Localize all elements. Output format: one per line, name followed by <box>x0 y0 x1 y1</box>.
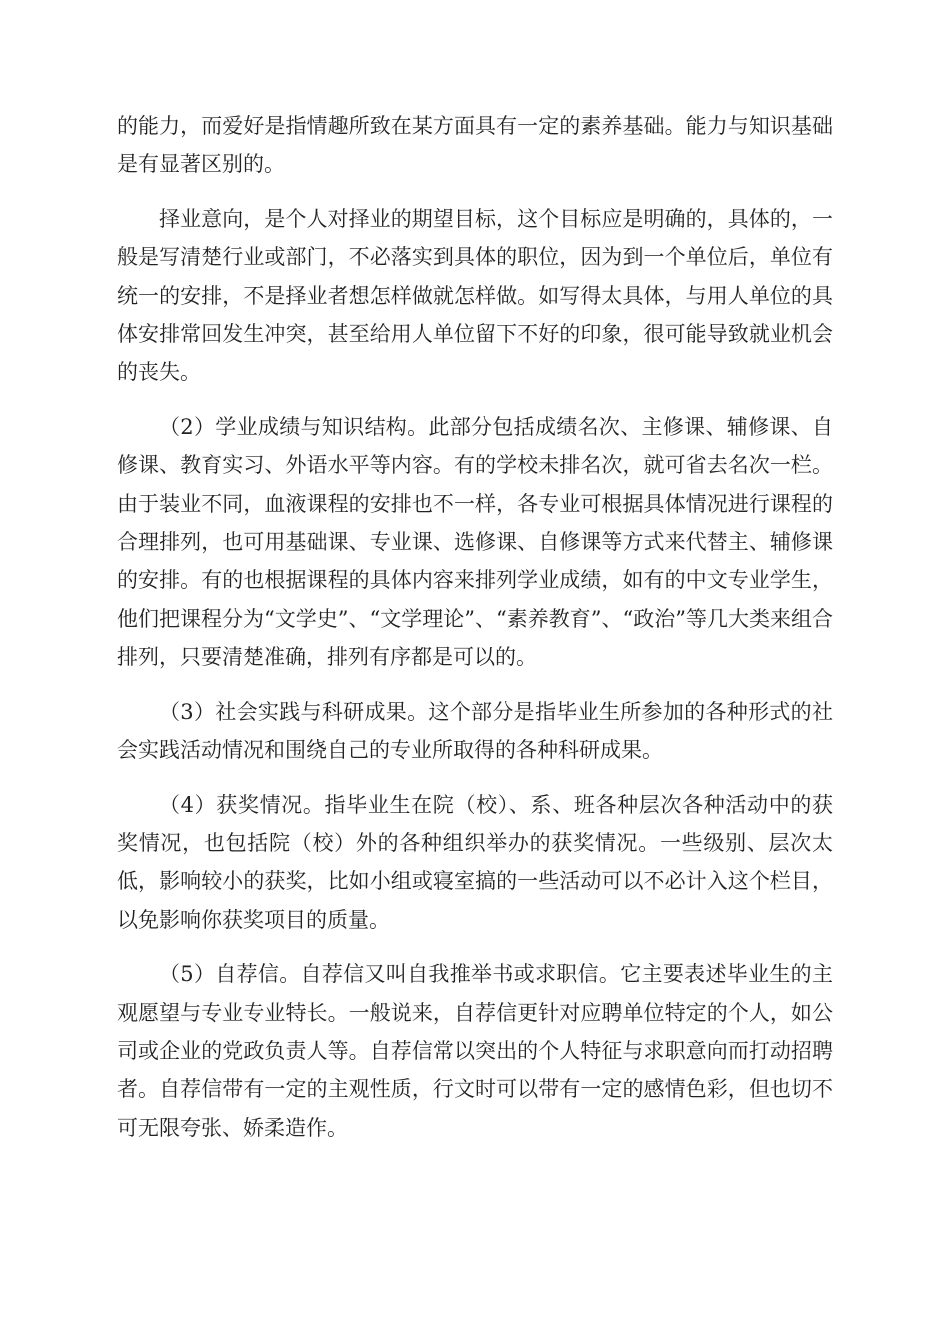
paragraph-cover-letter: （5）自荐信。自荐信又叫自我推举书或求职信。它主要表述毕业生的主观愿望与专业专业特长。一般说来，自荐信更针对应聘单位特定的个人，如公司或企业的党政负责人等。自荐信常以突出的个人特征与求职意向而打动招聘者。自荐信带有一定的主观性质，行文时可以带有一定的感情色彩，但也切不可无限夸张、娇柔造作。 <box>117 962 833 1140</box>
paragraph-awards: （4）获奖情况。指毕业生在院（校）、系、班各种层次各种活动中的获奖情况，也包括院（校）外的各种组织举办的获奖情况。一些级别、层次太低，影响较小的获奖，比如小组或寝室搞的一些活动可以不必计入这个栏目，以免影响你获奖项目的质量。 <box>117 792 833 932</box>
paragraph-continuation: 的能力，而爱好是指情趣所致在某方面具有一定的素养基础。能力与知识基础是有显著区别的。 <box>117 114 833 177</box>
paragraph-career-intention: 择业意向，是个人对择业的期望目标，这个目标应是明确的，具体的，一般是写清楚行业或部门，不必落实到具体的职位，因为到一个单位后，单位有统一的安排，不是择业者想怎样做就怎样做。如写得太具体，与用人单位的具体安排常回发生冲突，甚至给用人单位留下不好的印象，很可能导致就业机会的丧失。 <box>117 206 833 385</box>
document-body <box>117 107 833 1163</box>
paragraph-academic-record: （2）学业成绩与知识结构。此部分包括成绩名次、主修课、辅修课、自修课、教育实习、外语水平等内容。有的学校未排名次，就可省去名次一栏。由于装业不同，血液课程的安排也不一样，各专业可根据具体情况进行课程的合理排列，也可用基础课、专业课、选修课、自修课等方式来代替主、辅修课的安排。有的也根据课程的具体内容来排列学业成绩，如有的中文专业学生，他们把课程分为“文学史”、“文学理论”、“素养教育”、“政治”等几大类来组合排列，只要清楚准确，排列有序都是可以的。 <box>117 414 833 670</box>
paragraph-social-practice: （3）社会实践与科研成果。这个部分是指毕业生所参加的各种形式的社会实践活动情况和围绕自己的专业所取得的各种科研成果。 <box>117 699 833 763</box>
